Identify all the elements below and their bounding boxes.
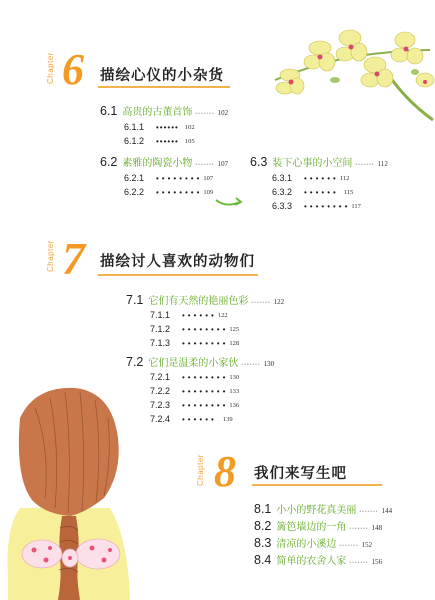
subsection-7-1-1[interactable]	[150, 310, 228, 320]
section-number: 6.1	[100, 104, 118, 118]
chapter-6-rule	[98, 86, 230, 88]
subsection-6-1-2[interactable]	[124, 136, 195, 146]
page-number: 144	[381, 507, 393, 515]
section-title: 素雅的陶瓷小物	[122, 158, 193, 169]
subsection-7-1-3[interactable]	[150, 338, 239, 348]
leader-dots: ••••••	[182, 310, 217, 320]
page-number: 105	[184, 137, 195, 145]
orchid-illustration	[265, 20, 435, 125]
subsection-6-1-1[interactable]	[124, 122, 195, 132]
page-number: 102	[217, 109, 229, 117]
subsection-number: 6.1.1	[124, 122, 145, 132]
page-number: 148	[371, 524, 383, 532]
page-number: 107	[217, 160, 229, 168]
section-number: 7.2	[126, 355, 144, 369]
subsection-number: 6.3.1	[272, 173, 293, 183]
page-number: 115	[343, 188, 354, 196]
leader-dots: ••••••••	[182, 400, 229, 410]
section-number: 8.2	[254, 519, 272, 533]
arrow-icon	[214, 196, 244, 210]
leader-dots: •••••••	[349, 526, 369, 532]
subsection-7-2-2[interactable]	[150, 386, 239, 396]
leader-dots: •••••••	[251, 300, 271, 306]
subsection-number: 7.2.4	[150, 414, 171, 424]
chapter-7-label: Chapter	[46, 240, 55, 272]
leader-dots: •••••••	[355, 162, 375, 168]
subsection-number: 6.3.3	[272, 201, 293, 211]
page-number: 122	[217, 311, 228, 319]
section-title: 小小的野花真美丽	[276, 505, 357, 516]
leader-dots: ••••••••	[156, 173, 203, 183]
chapter-7-title: 描绘讨人喜欢的动物们	[100, 253, 255, 270]
section-title: 它们是温柔的小家伙	[148, 358, 239, 369]
subsection-6-3-3[interactable]	[272, 201, 361, 211]
page-number: 136	[229, 401, 240, 409]
section-8-2[interactable]	[254, 518, 382, 533]
page-number: 128	[229, 339, 240, 347]
subsection-7-2-1[interactable]	[150, 372, 239, 382]
leader-dots: ••••••	[182, 414, 217, 424]
leader-dots: ••••••••	[182, 386, 229, 396]
page-number: 130	[229, 373, 240, 381]
page-number: 130	[263, 360, 275, 368]
subsection-6-3-2[interactable]	[272, 187, 353, 197]
subsection-number: 7.1.2	[150, 324, 171, 334]
subsection-number: 6.3.2	[272, 187, 293, 197]
leader-dots: ••••••	[304, 187, 339, 197]
chapter-8-title: 我们来写生吧	[254, 465, 347, 482]
page-number: 117	[351, 202, 361, 210]
leader-dots: ••••••••	[304, 201, 351, 211]
section-8-4[interactable]	[254, 552, 382, 567]
subsection-number: 7.2.1	[150, 372, 171, 382]
subsection-6-2-2[interactable]	[124, 187, 213, 197]
section-title: 篱笆墙边的一角	[276, 522, 347, 533]
section-number: 6.3	[250, 155, 268, 169]
subsection-number: 7.1.1	[150, 310, 171, 320]
subsection-number: 7.1.3	[150, 338, 171, 348]
subsection-number: 6.2.2	[124, 187, 145, 197]
leader-dots: ••••••••	[182, 338, 229, 348]
page-number: 125	[229, 325, 240, 333]
subsection-number: 6.1.2	[124, 136, 145, 146]
subsection-6-2-1[interactable]	[124, 173, 213, 183]
leader-dots: •••••••	[195, 111, 215, 117]
page-number: 112	[377, 160, 388, 168]
section-6-3[interactable]	[250, 154, 388, 169]
leader-dots: ••••••	[304, 173, 339, 183]
subsection-6-3-1[interactable]	[272, 173, 349, 183]
leader-dots: •••••••	[349, 560, 369, 566]
section-number: 8.3	[254, 536, 272, 550]
leader-dots: ••••••••	[182, 372, 229, 382]
page-number: 107	[203, 174, 214, 182]
section-number: 8.1	[254, 502, 272, 516]
section-title: 简单的农舍人家	[276, 556, 347, 567]
chapter-8-label: Chapter	[196, 454, 205, 486]
section-title: 清凉的小溪边	[276, 539, 337, 550]
page-number: 133	[229, 387, 240, 395]
leader-dots: •••••••	[339, 543, 359, 549]
section-title: 高贵的古董首饰	[122, 107, 193, 118]
subsection-number: 6.2.1	[124, 173, 145, 183]
section-number: 6.2	[100, 155, 118, 169]
section-7-2[interactable]	[126, 354, 274, 369]
section-8-1[interactable]	[254, 501, 392, 516]
girl-illustration	[0, 378, 135, 600]
chapter-6-title: 描绘心仪的小杂货	[100, 67, 224, 84]
leader-dots: •••••••	[359, 509, 379, 515]
leader-dots: ••••••••	[182, 324, 229, 334]
subsection-number: 7.2.2	[150, 386, 171, 396]
page-number: 112	[339, 174, 350, 182]
chapter-6-label: Chapter	[46, 52, 55, 84]
page-number: 102	[184, 123, 195, 131]
leader-dots: ••••••	[156, 136, 179, 146]
section-6-2[interactable]	[100, 154, 228, 169]
subsection-number: 7.2.3	[150, 400, 171, 410]
chapter-7-number: 7	[62, 233, 85, 284]
subsection-7-2-3[interactable]	[150, 400, 239, 410]
subsection-7-1-2[interactable]	[150, 324, 239, 334]
page-number: 139	[222, 415, 233, 423]
leader-dots: •••••••	[195, 162, 215, 168]
leader-dots: •••••••	[241, 362, 261, 368]
page-number: 109	[203, 188, 214, 196]
page-number: 122	[273, 298, 285, 306]
chapter-8-rule	[252, 484, 382, 486]
section-7-1[interactable]	[126, 292, 284, 307]
leader-dots: ••••••	[156, 122, 179, 132]
section-title: 装下心事的小空间	[272, 158, 353, 169]
page-number: 152	[361, 541, 373, 549]
leader-dots: ••••••••	[156, 187, 203, 197]
chapter-6-number: 6	[62, 45, 84, 94]
subsection-7-2-4[interactable]	[150, 414, 233, 424]
section-6-1[interactable]	[100, 103, 228, 118]
page-number: 156	[371, 558, 383, 566]
section-8-3[interactable]	[254, 535, 372, 550]
chapter-8-number: 8	[214, 447, 236, 496]
section-title: 它们有天然的艳丽色彩	[148, 296, 249, 307]
section-number: 8.4	[254, 553, 272, 567]
section-number: 7.1	[126, 293, 144, 307]
chapter-7-rule	[98, 274, 258, 276]
